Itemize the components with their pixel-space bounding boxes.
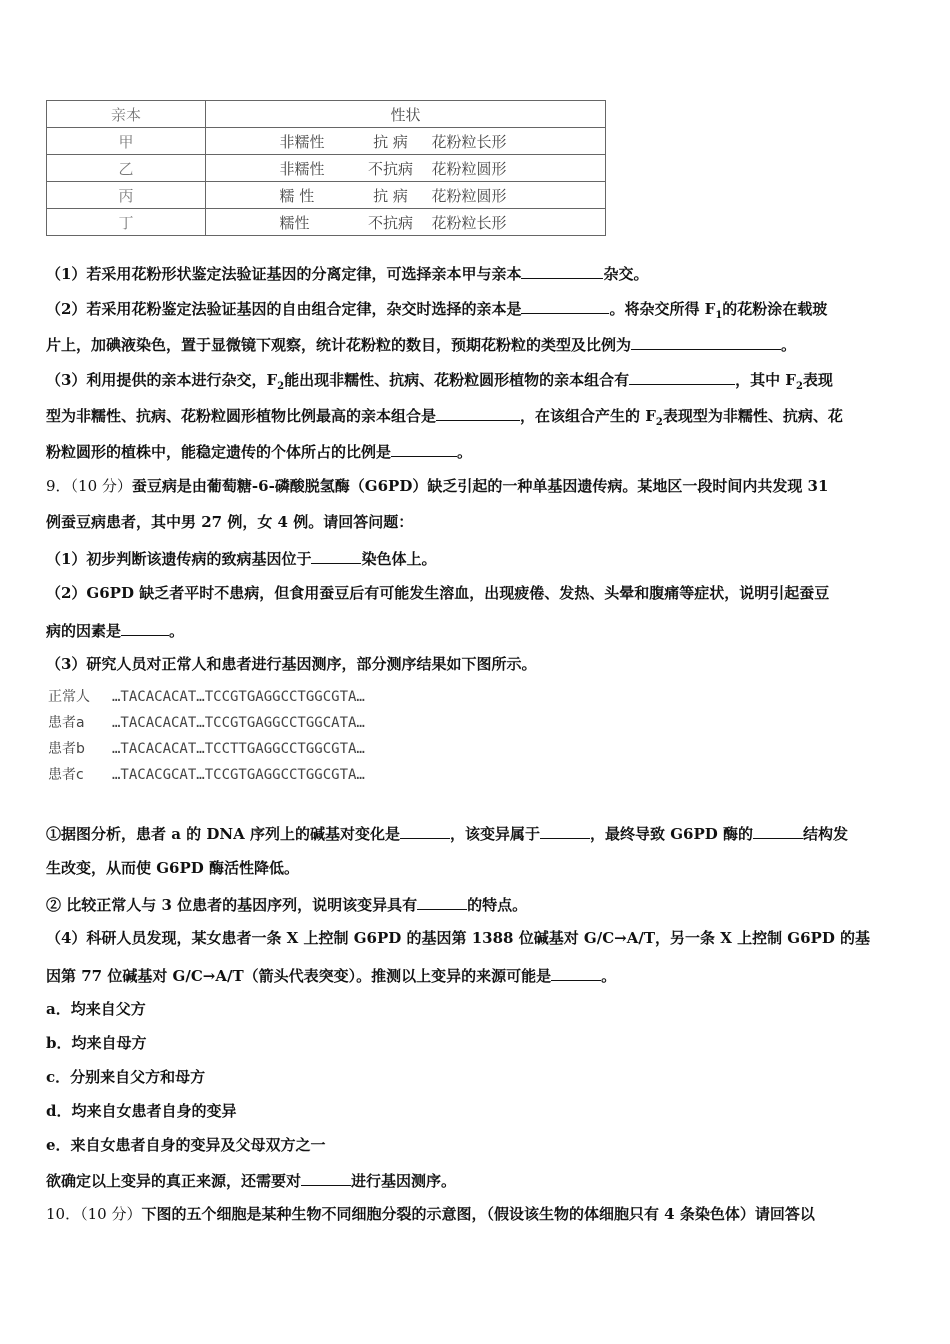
answer-blank[interactable] xyxy=(301,1169,351,1186)
option-a: a．均来自父方 xyxy=(46,1000,146,1018)
sequence-row xyxy=(48,764,365,784)
q9-part4-text2: 因第 77 位碱基对 G/C→A/T（箭头代表突变）。推测以上变异的来源可能是 xyxy=(46,967,552,985)
trait-pollen: 花粉粒长形 xyxy=(431,213,507,232)
q8-part2-mid: 。将杂交所得 F xyxy=(609,300,716,318)
q9-sub1-cont xyxy=(46,858,908,878)
q8-part3-tail: 表现 xyxy=(802,371,833,389)
q8-part1-text: （1）若采用花粉形状鉴定法验证基因的分离定律，可选择亲本甲与亲本 xyxy=(46,265,522,283)
trait-glutinous: 非糯性 xyxy=(279,159,325,178)
question-number: 10．（10 分） xyxy=(46,1205,142,1223)
traits-cell xyxy=(206,182,606,209)
sequence-text: …TACACGCAT…TCCGTGAGGCCTGGCGTA… xyxy=(112,767,365,783)
q8-part3-end: 。 xyxy=(457,443,473,461)
table-row xyxy=(47,128,606,155)
sequence-label: 患者c xyxy=(48,767,84,783)
parent-cell: 丁 xyxy=(47,209,206,236)
q10-text: 下图的五个细胞是某种生物不同细胞分裂的示意图，（假设该生物的体细胞只有 4 条染色体）请回答以 xyxy=(141,1205,815,1223)
trait-resistance: 不抗病 xyxy=(367,159,413,178)
answer-blank[interactable] xyxy=(629,368,735,385)
sequence-row xyxy=(48,738,365,758)
option-b: b．均来自母方 xyxy=(46,1034,147,1052)
sequence-text: …TACACACAT…TCCTTGAGGCCTGGCGTA… xyxy=(112,741,365,757)
q9-final-text: 欲确定以上变异的真正来源，还需要对 xyxy=(46,1172,302,1190)
trait-resistance: 抗 病 xyxy=(373,186,408,205)
q8-part2-text2: 片上，加碘液染色，置于显微镜下观察，统计花粉粒的数目，预期花粉粒的类型及比例为 xyxy=(46,336,632,354)
subscript: 2 xyxy=(795,381,803,392)
q8-part2-text: （2）若采用花粉鉴定法验证基因的自由组合定律，杂交时选择的亲本是 xyxy=(46,300,522,318)
q8-part3-text: （3）利用提供的亲本进行杂交，F xyxy=(46,371,278,389)
sequence-text: …TACACACAT…TCCGTGAGGCCTGGCGTA… xyxy=(112,689,365,705)
q9-part4 xyxy=(46,928,908,948)
q9-part2-text: （2）G6PD 缺乏者平时不患病，但食用蚕豆后有可能发生溶血，出现疲倦、发热、头晕和腹痛等症状，说明引起蚕豆 xyxy=(46,584,830,602)
answer-blank[interactable] xyxy=(521,297,609,314)
q8-part3-tail2: 表现型为非糯性、抗病、花 xyxy=(662,407,843,425)
answer-blank[interactable] xyxy=(436,404,520,421)
sequence-label: 患者b xyxy=(48,741,85,757)
q9-part4-cont xyxy=(46,964,908,986)
q8-part3-text3: 型为非糯性、抗病、花粉粒圆形植物比例最高的亲本组合是 xyxy=(46,407,437,425)
q9-part2-end: 。 xyxy=(169,622,185,640)
q9-intro-text2: 例蚕豆病患者，其中男 27 例，女 4 例。请回答问题： xyxy=(46,513,414,531)
q9-part2-text2: 病的因素是 xyxy=(46,622,122,640)
q8-part3 xyxy=(46,368,908,397)
q10-intro xyxy=(46,1204,908,1224)
q9-sub1-mid2: ，最终导致 G6PD 酶的 xyxy=(589,825,753,843)
trait-glutinous: 非糯性 xyxy=(279,132,325,151)
q8-part2-end: 。 xyxy=(781,336,797,354)
trait-resistance: 不抗病 xyxy=(367,213,413,232)
answer-blank[interactable] xyxy=(540,822,590,839)
traits-cell xyxy=(206,128,606,155)
subscript: 2 xyxy=(655,417,663,428)
q9-part3 xyxy=(46,654,908,674)
answer-blank[interactable] xyxy=(417,893,467,910)
answer-blank[interactable] xyxy=(400,822,450,839)
trait-glutinous: 糯 性 xyxy=(279,186,315,205)
table-header-row xyxy=(47,101,606,128)
q9-final xyxy=(46,1169,908,1191)
q9-sub2-text: ② 比较正常人与 3 位患者的基因序列，说明该变异具有 xyxy=(46,896,418,914)
header-traits: 性状 xyxy=(206,101,606,128)
q8-part1 xyxy=(46,262,908,284)
q9-intro-cont xyxy=(46,512,908,532)
answer-blank[interactable] xyxy=(521,262,603,279)
sequence-label: 患者a xyxy=(48,715,85,731)
traits-cell xyxy=(206,155,606,182)
q9-part4-text: （4）科研人员发现，某女患者一条 X 上控制 G6PD 的基因第 1388 位碱基对 G/C→A/T，另一条 X 上控制 G6PD 的基 xyxy=(46,929,871,947)
parent-cell: 乙 xyxy=(47,155,206,182)
q8-part3-text4: 粉粒圆形的植株中，能稳定遗传的个体所占的比例是 xyxy=(46,443,392,461)
answer-blank[interactable] xyxy=(311,547,361,564)
q9-intro-text: 蚕豆病是由葡萄糖-6-磷酸脱氢酶（G6PD）缺乏引起的一种单基因遗传病。某地区一段时间内共发现 31 xyxy=(131,477,829,495)
header-parent: 亲本 xyxy=(47,101,206,128)
q8-part3-cont xyxy=(46,404,908,433)
q8-part1-tail: 杂交。 xyxy=(603,265,649,283)
q9-part3-text: （3）研究人员对正常人和患者进行基因测序，部分测序结果如下图所示。 xyxy=(46,655,537,673)
q9-sub2-tail: 的特点。 xyxy=(467,896,528,914)
answer-blank[interactable] xyxy=(391,440,457,457)
answer-blank[interactable] xyxy=(121,619,169,636)
question-number: 9．（10 分） xyxy=(46,477,132,495)
answer-blank[interactable] xyxy=(551,964,601,981)
q9-part1-text: （1）初步判断该遗传病的致病基因位于 xyxy=(46,550,312,568)
trait-pollen: 花粉粒长形 xyxy=(431,132,507,151)
q9-intro xyxy=(46,476,908,496)
option-e: e．来自女患者自身的变异及父母双方之一 xyxy=(46,1136,326,1154)
q8-part3-text2: 能出现非糯性、抗病、花粉粒圆形植物的亲本组合有 xyxy=(284,371,630,389)
parent-cell: 甲 xyxy=(47,128,206,155)
q9-sub1-text2: 生改变，从而使 G6PD 酶活性降低。 xyxy=(46,859,299,877)
table-row xyxy=(47,155,606,182)
q8-part2-cont xyxy=(46,333,908,355)
q9-part1-tail: 染色体上。 xyxy=(361,550,437,568)
sequence-row xyxy=(48,686,365,706)
option-c: c．分别来自父方和母方 xyxy=(46,1068,206,1086)
q8-part2-tail: 的花粉涂在载玻 xyxy=(722,300,828,318)
table-row xyxy=(47,182,606,209)
q9-sub1-mid: ，该变异属于 xyxy=(449,825,540,843)
answer-blank[interactable] xyxy=(631,333,781,350)
trait-resistance: 抗 病 xyxy=(373,132,408,151)
q8-part3-cont2 xyxy=(46,440,908,462)
trait-pollen: 花粉粒圆形 xyxy=(431,186,507,205)
sequence-text: …TACACACAT…TCCGTGAGGCCTGGCATA… xyxy=(112,715,365,731)
sequence-row xyxy=(48,712,365,732)
q8-part3-mid2: ，在该组合产生的 F xyxy=(520,407,656,425)
sequence-label: 正常人 xyxy=(48,689,90,705)
q8-part2 xyxy=(46,297,908,326)
q9-sub1 xyxy=(46,822,908,844)
parent-cell: 丙 xyxy=(47,182,206,209)
option-d: d．均来自女患者自身的变异 xyxy=(46,1102,237,1120)
q9-part2-cont xyxy=(46,619,908,641)
traits-cell xyxy=(206,209,606,236)
q9-final-tail: 进行基因测序。 xyxy=(351,1172,457,1190)
q9-part4-end: 。 xyxy=(601,967,617,985)
q9-part1 xyxy=(46,547,908,569)
trait-pollen: 花粉粒圆形 xyxy=(431,159,507,178)
answer-blank[interactable] xyxy=(753,822,803,839)
q9-sub1-tail: 结构发 xyxy=(802,825,848,843)
q9-sub2 xyxy=(46,893,908,915)
parent-traits-table xyxy=(46,100,606,236)
q9-part2 xyxy=(46,583,908,603)
trait-glutinous: 糯性 xyxy=(279,213,310,232)
subscript: 1 xyxy=(715,310,723,321)
subscript: 2 xyxy=(277,381,285,392)
q9-sub1-text: ①据图分析，患者 a 的 DNA 序列上的碱基对变化是 xyxy=(46,825,400,843)
table-row xyxy=(47,209,606,236)
q8-part3-mid: ，其中 F xyxy=(735,371,796,389)
